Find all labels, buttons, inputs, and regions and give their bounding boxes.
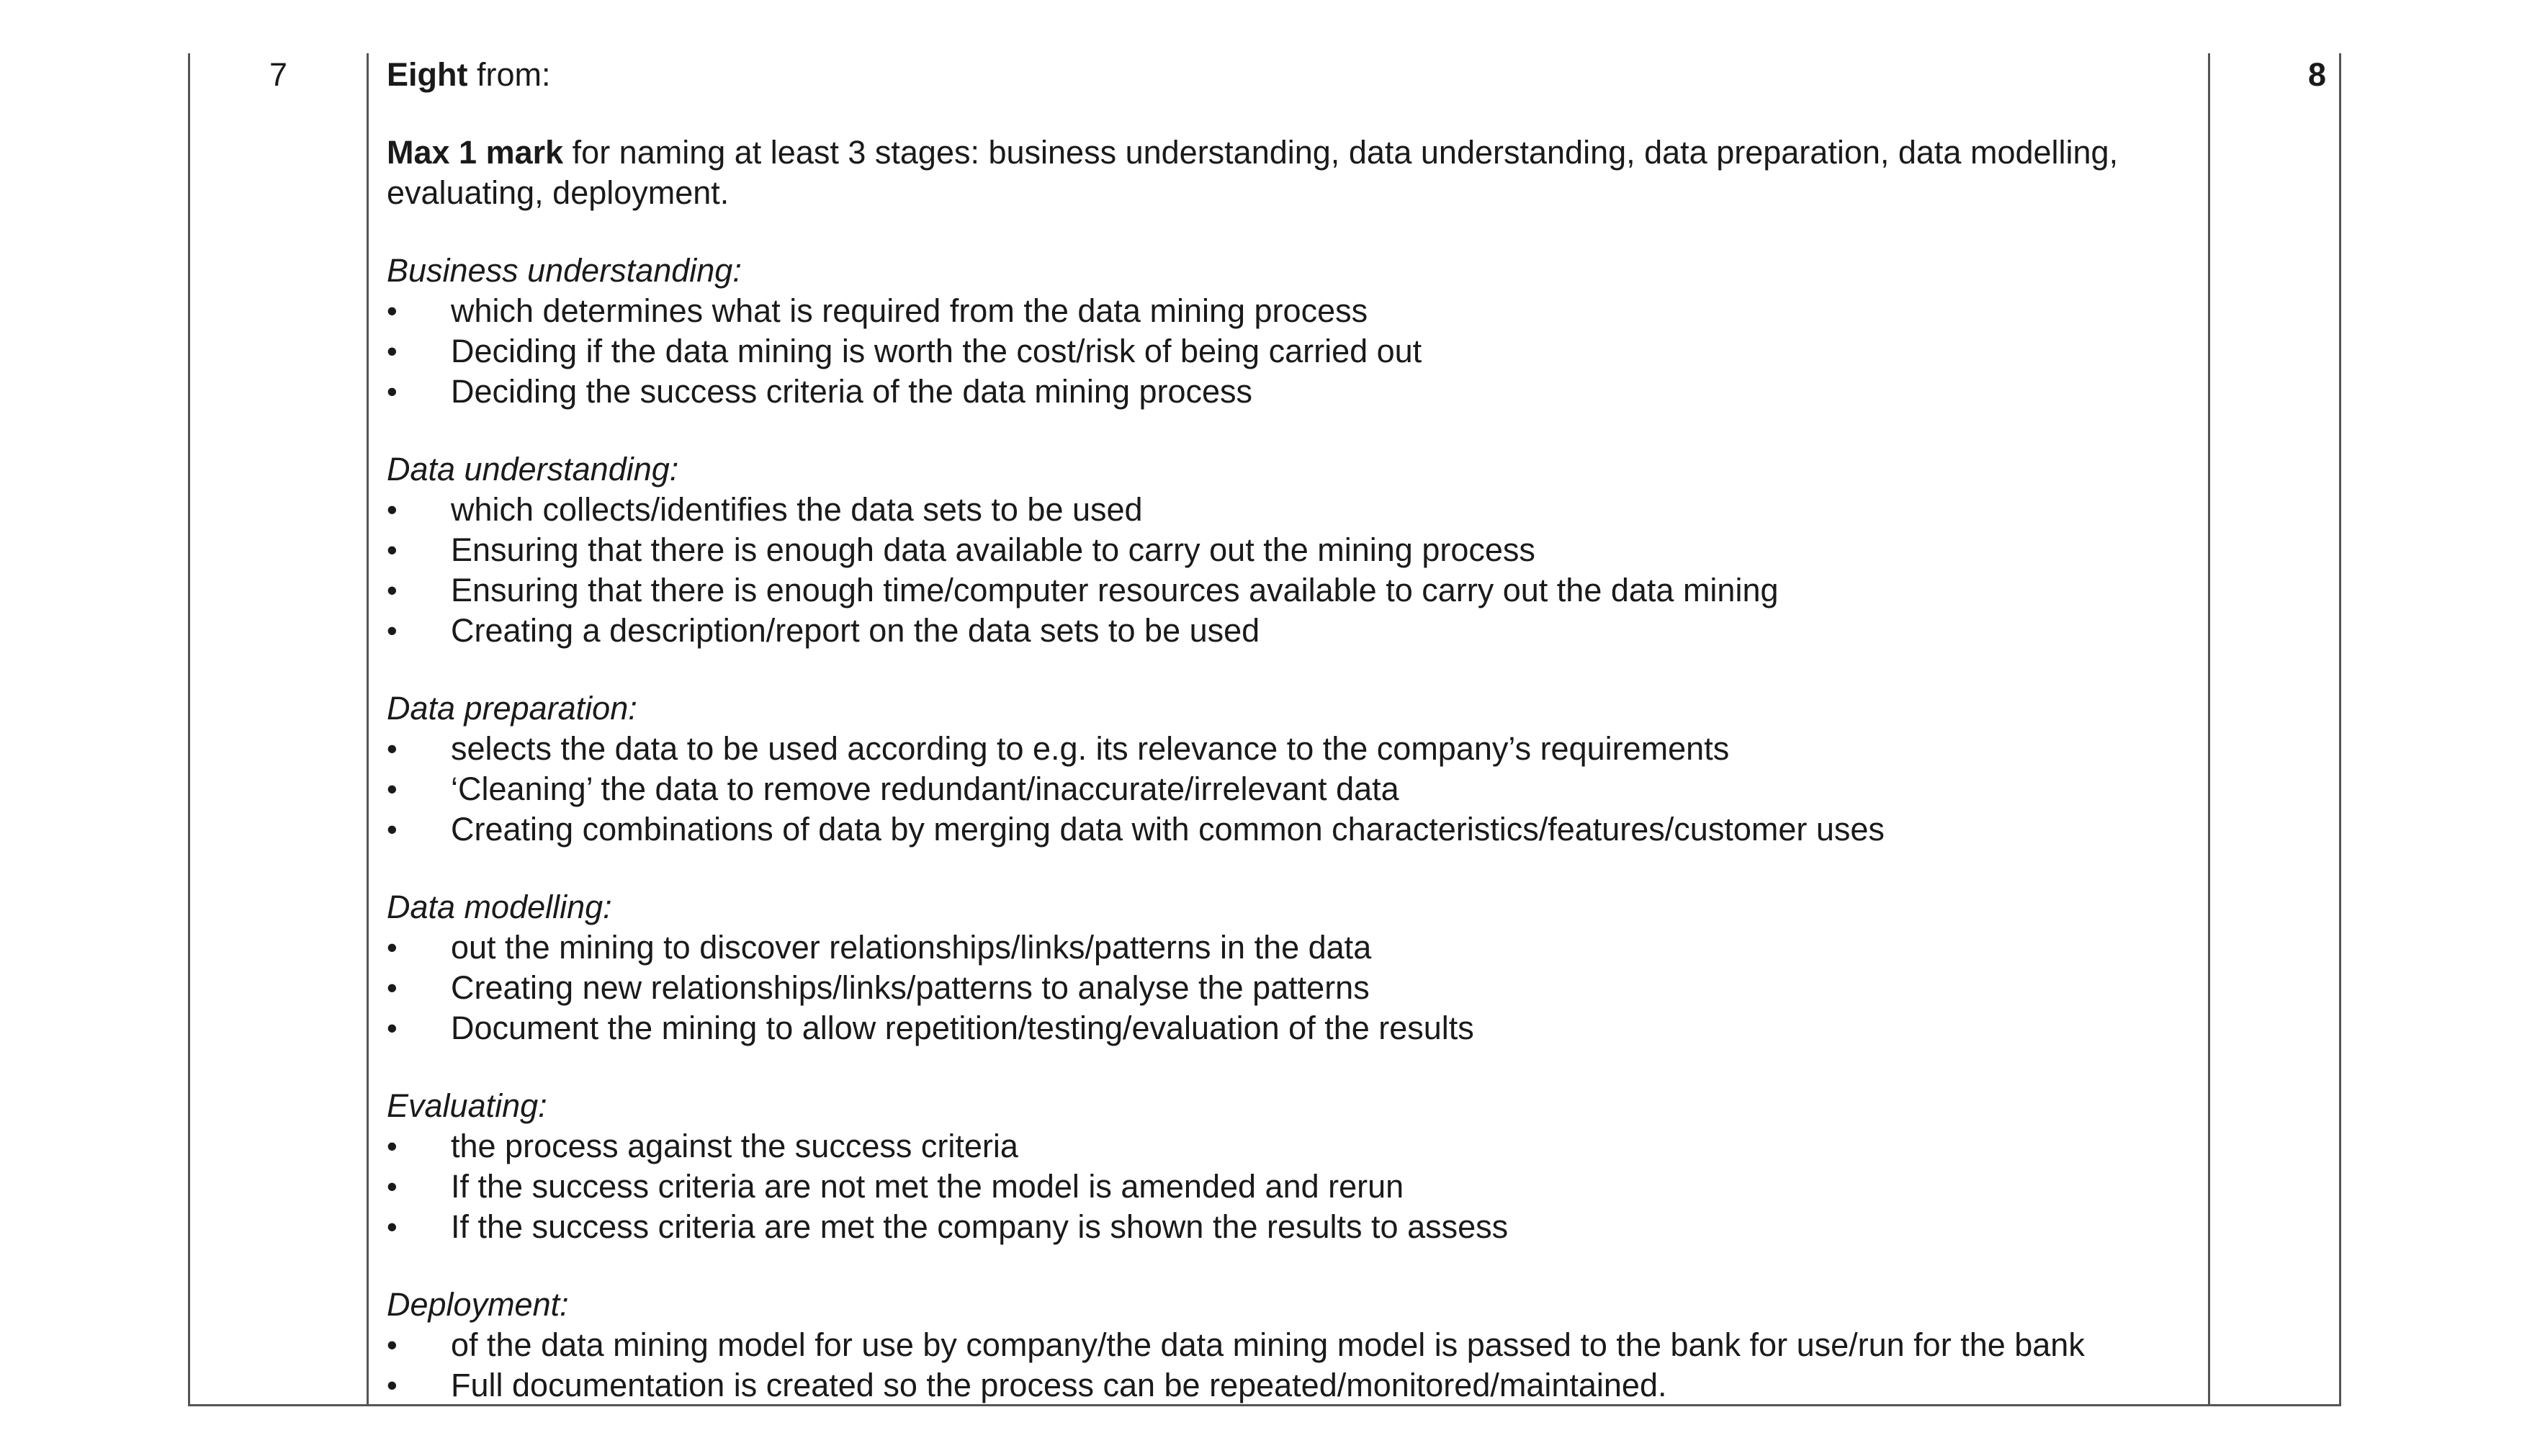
- marks-total: 8: [2307, 56, 2326, 93]
- max-mark-note: [387, 132, 2187, 213]
- bullet-item: • Deciding the success criteria of the data mining process: [387, 372, 2187, 412]
- bullet-list: [387, 291, 2187, 412]
- bullet-item: • Creating new relationships/links/patterns to analyse the patterns: [387, 968, 2187, 1008]
- bullet-list: [387, 1126, 2187, 1247]
- section-heading: Business understanding:: [387, 252, 742, 289]
- bullet-item: • of the data mining model for use by company/the data mining model is passed to the bank for use/run for the bank: [387, 1325, 2187, 1365]
- bullet-item: • ‘Cleaning’ the data to remove redundant/inaccurate/irrelevant data: [387, 769, 2187, 809]
- bullet-item: • Creating combinations of data by merging data with common characteristics/features/customer uses: [387, 809, 2187, 850]
- bullet-item: • Deciding if the data mining is worth the cost/risk of being carried out: [387, 331, 2187, 372]
- max-mark-text: for naming at least 3 stages: business understanding, data understanding, data preparation, data modelling, evaluating, deployment.: [387, 134, 2119, 211]
- bullet-item: • Document the mining to allow repetition/testing/evaluation of the results: [387, 1008, 2187, 1048]
- bullet-item: • the process against the success criteria: [387, 1126, 2187, 1167]
- bullet-list: [387, 490, 2187, 651]
- section-evaluating: [387, 1086, 2187, 1247]
- question-number: 7: [269, 56, 288, 93]
- bullet-item: • Ensuring that there is enough time/computer resources available to carry out the data mining: [387, 570, 2187, 611]
- bullet-item: • selects the data to be used according to e.g. its relevance to the company’s requirements: [387, 729, 2187, 769]
- intro-bold: Eight: [387, 56, 468, 93]
- section-business-understanding: [387, 251, 2187, 412]
- bullet-list: [387, 927, 2187, 1048]
- column-divider: [367, 53, 369, 1404]
- bullet-list: [387, 1325, 2187, 1406]
- section-heading: Data modelling:: [387, 889, 612, 925]
- intro-text: from:: [467, 56, 551, 93]
- bullet-item: • If the success criteria are not met the model is amended and rerun: [387, 1167, 2187, 1207]
- section-data-modelling: [387, 887, 2187, 1048]
- section-heading: Data understanding:: [387, 451, 679, 487]
- bullet-item: • Creating a description/report on the data sets to be used: [387, 611, 2187, 651]
- intro-line: [387, 55, 2187, 95]
- section-heading: Deployment:: [387, 1286, 569, 1323]
- section-deployment: [387, 1285, 2187, 1406]
- section-heading: Data preparation:: [387, 690, 637, 727]
- section-heading: Evaluating:: [387, 1087, 547, 1124]
- bullet-item: • Ensuring that there is enough data available to carry out the mining process: [387, 530, 2187, 570]
- bullet-item: • Full documentation is created so the process can be repeated/monitored/maintained.: [387, 1365, 2187, 1406]
- max-mark-bold: Max 1 mark: [387, 134, 564, 171]
- mark-scheme-table: [188, 53, 2341, 1406]
- answer-cell: [387, 55, 2187, 1406]
- bullet-item: • If the success criteria are met the company is shown the results to assess: [387, 1207, 2187, 1247]
- bullet-item: • out the mining to discover relationships/links/patterns in the data: [387, 927, 2187, 968]
- bullet-list: [387, 729, 2187, 850]
- bullet-item: • which collects/identifies the data sets to be used: [387, 490, 2187, 530]
- section-data-preparation: [387, 688, 2187, 850]
- section-data-understanding: [387, 449, 2187, 651]
- bullet-item: • which determines what is required from the data mining process: [387, 291, 2187, 331]
- column-divider: [2208, 53, 2210, 1404]
